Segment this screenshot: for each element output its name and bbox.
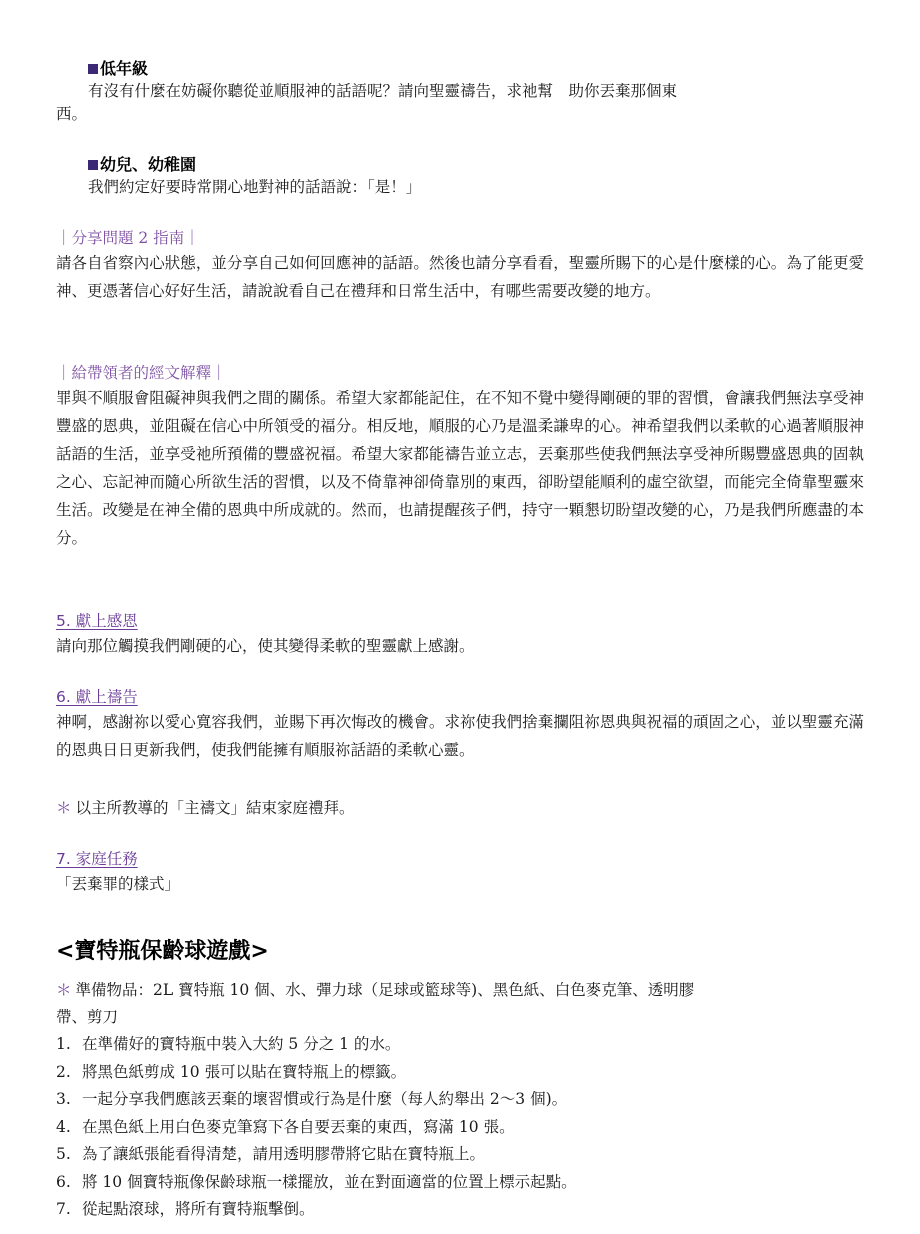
low-grade-text-line1: 有沒有什麼在妨礙你聽從並順服神的話語呢？請向聖靈禱告，求祂幫 助你丟棄那個東 — [88, 82, 678, 100]
prayer-title: 6. 獻上禱告 — [56, 688, 138, 706]
low-grade-heading: 低年級 — [88, 58, 864, 80]
leader-explanation-section — [56, 362, 864, 552]
asterisk-icon: ＊ — [56, 799, 72, 817]
list-item: 1. 在準備好的寶特瓶中裝入大約 5 分之 1 的水。 — [56, 1035, 401, 1053]
game-steps-list — [56, 1031, 864, 1224]
list-item: 7. 從起點滾球，將所有寶特瓶擊倒。 — [56, 1200, 315, 1218]
list-item: 4. 在黑色紙上用白色麥克筆寫下各自要丟棄的東西，寫滿 10 張。 — [56, 1117, 515, 1136]
share-guide-section — [56, 227, 864, 305]
section-low-grade — [56, 58, 864, 126]
share-guide-title: ｜分享問題 2 指南｜ — [56, 229, 200, 247]
low-grade-text-line2: 西。 — [56, 105, 88, 123]
family-task-title: 7. 家庭任務 — [56, 850, 138, 868]
closing-text: 以主所教導的「主禱文」結束家庭禮拜。 — [75, 799, 355, 817]
section-toddler — [56, 154, 864, 199]
share-guide-body: 請各自省察內心狀態，並分享自己如何回應神的話語。然後也請分享看看，聖靈所賜下的心是什麼樣的心。為了能更愛神、更憑著信心好好生活，請說說看自己在禮拜和日常生活中，有哪些需要改變的地方。 — [56, 254, 864, 300]
game-materials — [56, 977, 864, 1031]
thanks-body: 請向那位觸摸我們剛硬的心，使其變得柔軟的聖靈獻上感謝。 — [56, 637, 475, 655]
thanks-section — [56, 610, 864, 660]
prayer-body: 神啊，感謝祢以愛心寬容我們，並賜下再次悔改的機會。求祢使我們捨棄攔阻祢恩典與祝福的頑固之心，並以聖靈充滿的恩典日日更新我們，使我們能擁有順服祢話語的柔軟心靈。 — [56, 713, 864, 759]
asterisk-icon: ＊ — [56, 981, 72, 999]
square-bullet-icon — [88, 64, 98, 74]
leader-explanation-title: ｜給帶領者的經文解釋｜ — [56, 364, 227, 382]
prayer-section — [56, 686, 864, 764]
materials-line2: 帶、剪刀 — [56, 1008, 119, 1026]
list-item: 2. 將黑色紙剪成 10 張可以貼在寶特瓶上的標籤。 — [56, 1062, 407, 1081]
toddler-text: 我們約定好要時常開心地對神的話語說：「是！」 — [88, 178, 422, 196]
list-item: 3. 一起分享我們應該丟棄的壞習慣或行為是什麼（每人約舉出 2～3 個)。 — [56, 1090, 568, 1108]
thanks-title: 5. 獻上感恩 — [56, 612, 138, 630]
square-bullet-icon — [88, 160, 98, 170]
game-section — [56, 937, 864, 1224]
leader-explanation-body: 罪與不順服會阻礙神與我們之間的關係。希望大家都能記住，在不知不覺中變得剛硬的罪的習慣，會讓我們無法享受神豐盛的恩典，並阻礙在信心中所領受的福分。相反地，順服的心乃是溫柔謙卑的心。神希望我們以柔軟的心過著順服神話語的生活，並享受祂所預備的豐盛祝福。希望大家都能禱告並立志，丟棄那些使我們無法享受神所賜豐盛恩典的固執之心、忘記神而隨心所欲生活的習慣，以及不倚靠神卻倚靠別的東西，卻盼望能順利的虛空欲望，而能完全倚靠聖靈來生活。改變是在神全備的恩典中所成就的。然而，也請提醒孩子們，持守一顆懇切盼望改變的心，乃是我們所應盡的本分。 — [56, 389, 864, 547]
list-item: 6. 將 10 個寶特瓶像保齡球瓶一樣擺放，並在對面適當的位置上標示起點。 — [56, 1172, 577, 1191]
toddler-heading: 幼兒、幼稚園 — [88, 154, 864, 176]
closing-note — [56, 794, 864, 822]
materials-line1: 準備物品：2L 寶特瓶 10 個、水、彈力球（足球或籃球等)、黑色紙、白色麥克筆、透明膠 — [75, 981, 695, 999]
list-item: 5. 為了讓紙張能看得清楚，請用透明膠帶將它貼在寶特瓶上。 — [56, 1145, 486, 1163]
family-task-section — [56, 848, 864, 898]
game-title: <寶特瓶保齡球遊戲> — [56, 939, 269, 964]
family-task-body: 「丟棄罪的樣式」 — [56, 875, 181, 893]
